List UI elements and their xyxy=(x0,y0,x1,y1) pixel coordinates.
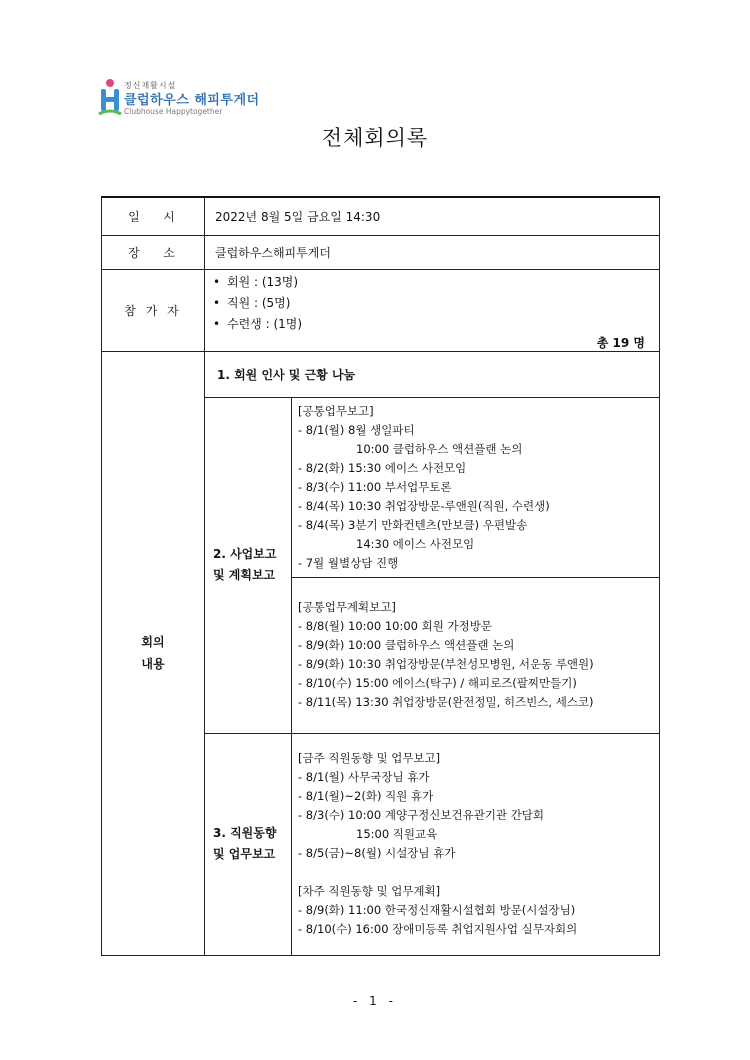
staff-report-cell: [금주 직원동향 및 업무보고] - 8/1(월) 사무국장님 휴가 - 8/1(월)~2(화) 직원 휴가 - 8/3(수) 10:00 계양구정신보건유관기관 간담회 15:00 직원교육 - 8/5(금)~8(월) 시설장님 휴가 [차주 직원동향 및 업무계획] - 8/9(화) 11:00 한국정신재활시설협회 방문(시설장님) - 8/10(수) 16:00 장애미등록 취업지원사업 실무자회의 xyxy=(292,733,660,955)
attendee-item: • 직원 : (5명) xyxy=(213,295,291,310)
place-row xyxy=(102,235,660,269)
attendee-item: • 회원 : (13명) xyxy=(213,274,299,289)
attendees-label: 참 가 자 xyxy=(102,269,205,351)
attendee-list xyxy=(205,270,659,335)
attendees-cell xyxy=(205,269,660,351)
date-label: 일 시 xyxy=(102,197,205,235)
logo-name: 클럽하우스 해피투게더 xyxy=(124,93,260,108)
place-label: 장 소 xyxy=(102,235,205,269)
logo-subtitle: 정신재활시설 xyxy=(124,81,177,90)
logo-mark-icon xyxy=(98,78,122,118)
document-title: 전체회의록 xyxy=(321,126,429,150)
attendee-total: 총 19 명 xyxy=(596,335,645,350)
business-report-cell: [공통업무보고] - 8/1(월) 8월 생일파티 10:00 클럽하우스 액션플랜 논의 - 8/2(화) 15:30 에이스 사전모임 - 8/3(수) 11:00 부서업무토론 - 8/4(목) 10:30 취업장방문-루앤원(직원, 수련생) - 8/4(목) 3분기 만화컨텐츠(만보클) 우편발송 14:30 에이스 사전모임 - 7월 월별상담 진행 xyxy=(292,397,660,577)
section3-label: 3. 직원동향 및 업무보고 xyxy=(205,733,292,955)
place-value: 클럽하우스해피투게더 xyxy=(205,235,660,269)
section1-title: 1. 회원 인사 및 근황 나눔 xyxy=(205,351,660,397)
meeting-label: 회의 내용 xyxy=(102,351,205,955)
business-plan-cell: [공통업무계획보고] - 8/8(월) 10:00 10:00 회원 가정방문 - 8/9(화) 10:00 클럽하우스 액션플랜 논의 - 8/9(화) 10:30 취업장방문(부천성모병원, 서운동 루앤원) - 8/10(수) 15:00 에이스(탁구) / 해피로즈(팔찌만들기) - 8/11(목) 13:30 취업장방문(완전정밀, 히즈빈스, 세스코) xyxy=(292,577,660,733)
attendees-row xyxy=(102,269,660,351)
date-value: 2022년 8월 5일 금요일 14:30 xyxy=(205,197,660,235)
clubhouse-logo xyxy=(98,78,298,122)
section1-row xyxy=(102,351,660,397)
section2-label: 2. 사업보고 및 계획보고 xyxy=(205,397,292,733)
logo-english-name: Clubhouse Happytogether xyxy=(124,107,223,116)
page-number: - 1 - xyxy=(353,994,397,1008)
date-row xyxy=(102,197,660,235)
attendee-item: • 수련생 : (1명) xyxy=(213,316,303,331)
minutes-table xyxy=(101,196,660,956)
